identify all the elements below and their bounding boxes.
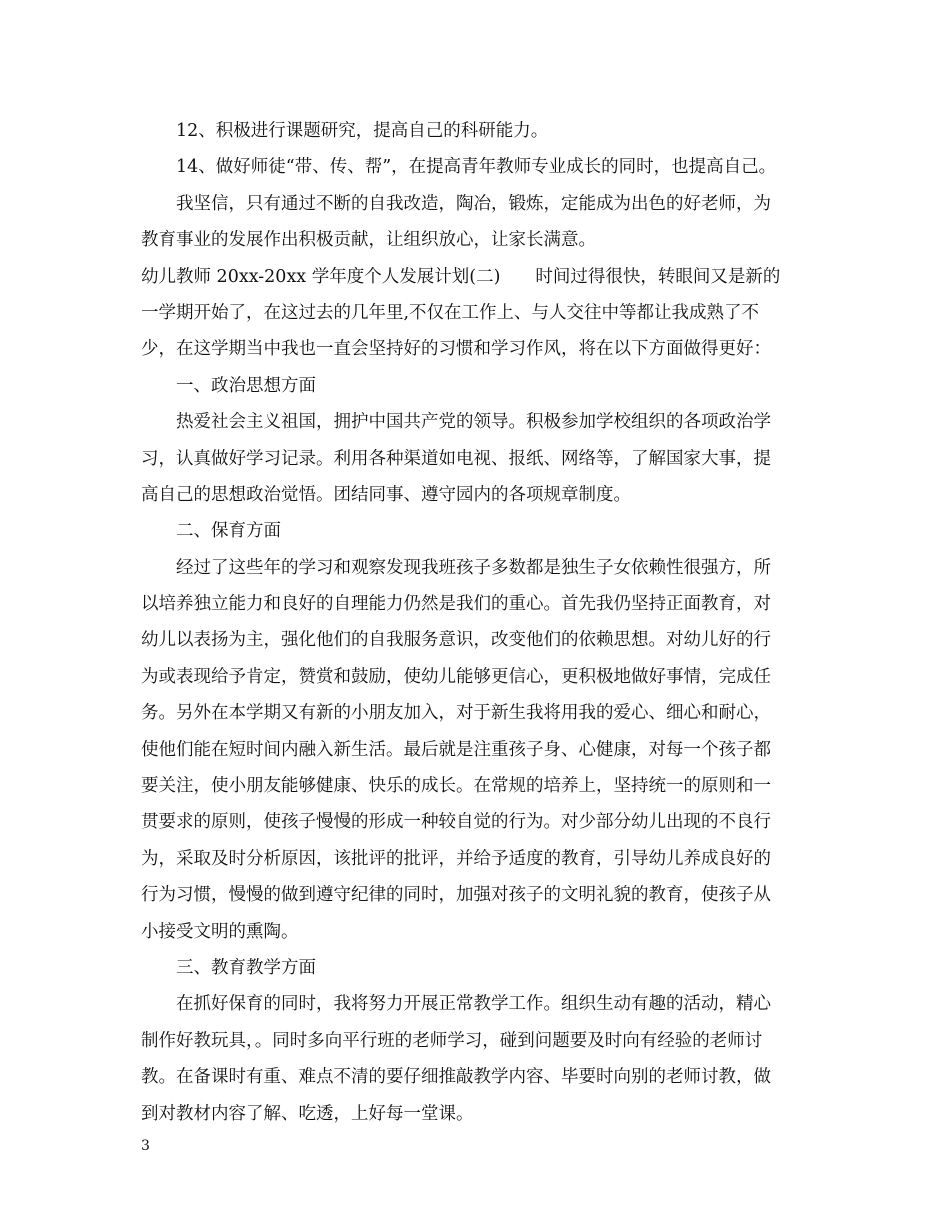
text-line: 12、积极进行课题研究，提高自己的科研能力。: [176, 121, 549, 141]
text-line: 幼儿教师 20xx-20xx 学年度个人发展计划(二) 时间过得很快，转眼间又是新的: [141, 266, 781, 287]
text-line: 14、做好师徒“带、传、帮”，在提高青年教师专业成长的同时，也提高自己。: [176, 157, 777, 178]
text-line: 为，采取及时分析原因，该批评的批评，并给予适度的教育，引导幼儿养成良好的: [141, 848, 771, 869]
text-line: 在抓好保育的同时，我将努力开展正常教学工作。组织生动有趣的活动，精心: [176, 994, 771, 1015]
text-line: 务。另外在本学期又有新的小朋友加入，对于新生我将用我的爱心、细心和耐心，: [141, 703, 771, 724]
text-line: 一、政治思想方面: [176, 375, 316, 396]
text-line: 一学期开始了，在这过去的几年里,不仅在工作上、与人交往中等都让我成熟了不: [141, 302, 760, 323]
text-line: 热爱社会主义祖国，拥护中国共产党的领导。积极参加学校组织的各项政治学: [176, 412, 771, 433]
text-line: 习，认真做好学习记录。利用各种渠道如电视、报纸、网络等，了解国家大事，提: [141, 448, 771, 469]
text-line: 要关注，使小朋友能够健康、快乐的成长。在常规的培养上，坚持统一的原则和一: [141, 776, 771, 797]
text-line: 行为习惯，慢慢的做到遵守纪律的同时，加强对孩子的文明礼貌的教育，使孩子从: [141, 885, 771, 906]
page-number: 3: [141, 1138, 150, 1154]
text-line: 使他们能在短时间内融入新生活。最后就是注重孩子身、心健康，对每一个孩子都: [141, 739, 771, 760]
text-line: 幼儿以表扬为主，强化他们的自我服务意识，改变他们的依赖思想。对幼儿好的行: [141, 630, 771, 651]
text-line: 高自己的思想政治觉悟。团结同事、遵守园内的各项规章制度。: [141, 484, 631, 505]
text-line: 经过了这些年的学习和观察发现我班孩子多数都是独生子女依赖性很强方，所: [176, 557, 771, 578]
document-body: [141, 113, 821, 1132]
text-line: 教。在备课时有重、难点不清的要仔细推敲教学内容、毕要时向别的老师讨教，做: [141, 1067, 771, 1088]
text-line: 制作好教玩具，。同时多向平行班的老师学习，碰到问题要及时向有经验的老师讨: [141, 1030, 763, 1051]
text-line: 贯要求的原则，使孩子慢慢的形成一种较自觉的行为。对少部分幼儿出现的不良行: [141, 812, 771, 833]
text-line: 为或表现给予肯定，赞赏和鼓励，使幼儿能够更信心，更积极地做好事情，完成任: [141, 666, 771, 687]
text-line: 小接受文明的熏陶。: [141, 921, 299, 942]
text-line: 到对教材内容了解、吃透，上好每一堂课。: [141, 1103, 474, 1124]
text-line: 以培养独立能力和良好的自理能力仍然是我们的重心。首先我仍坚持正面教育，对: [141, 594, 771, 615]
text-line: 二、保育方面: [176, 521, 281, 542]
text-line: 少，在这学期当中我也一直会坚持好的习惯和学习作风，将在以下方面做得更好：: [141, 339, 771, 360]
text-line: 教育事业的发展作出积极贡献，让组织放心，让家长满意。: [141, 230, 596, 251]
text-line: 三、教育教学方面: [176, 957, 316, 978]
text-line: 我坚信，只有通过不断的自我改造，陶冶，锻炼，定能成为出色的好老师，为: [176, 193, 771, 214]
